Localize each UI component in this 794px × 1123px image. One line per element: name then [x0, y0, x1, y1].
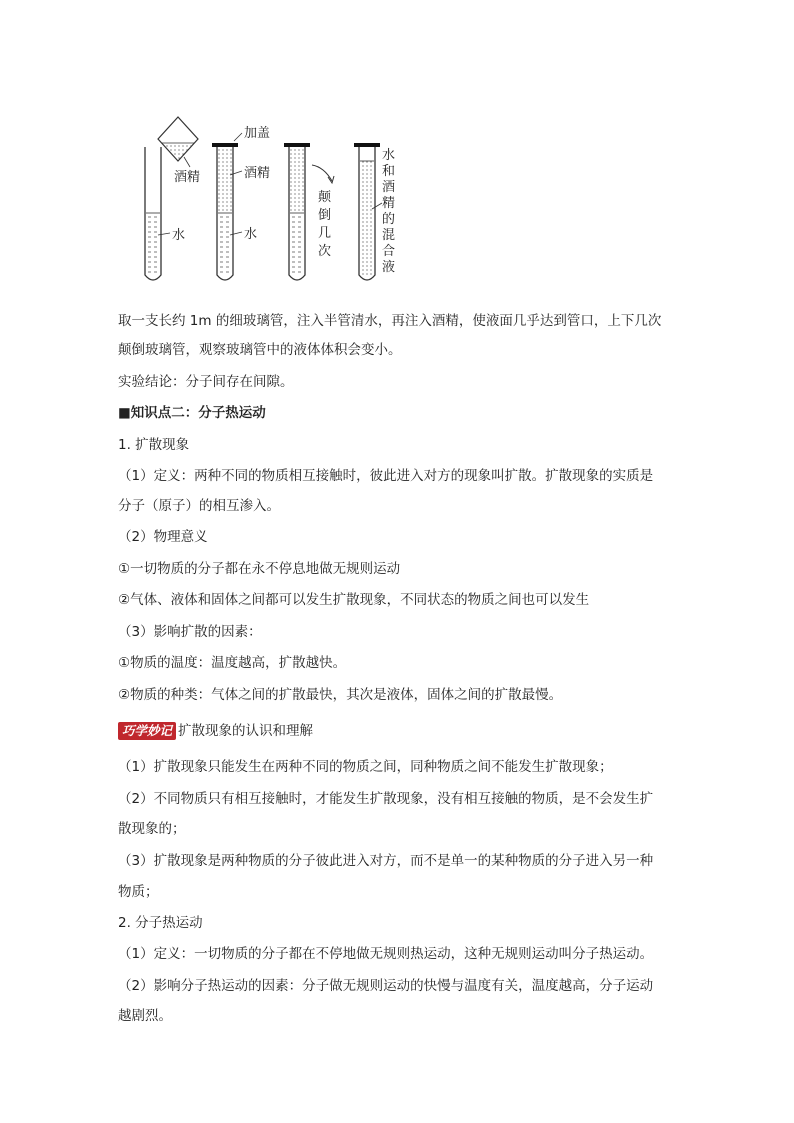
tube-3 — [284, 143, 334, 280]
label-mixture-4: 精 — [382, 196, 396, 211]
label-alcohol-1: 酒精 — [174, 170, 201, 185]
label-mixture-7: 合 — [382, 244, 396, 259]
paragraph-line: 取一支长约 1m 的细玻璃管，注入半管清水，再注入酒精，使液面几乎达到管口，上下几次 — [118, 313, 662, 329]
label-alcohol-2: 酒精 — [244, 166, 271, 181]
tube-4 — [354, 143, 395, 280]
conclusion: 实验结论：分子间存在间隙。 — [118, 374, 294, 390]
experiment-figure — [118, 105, 408, 295]
label-mixture-2: 和 — [382, 164, 396, 179]
paragraph-line: 颠倒玻璃管，观察玻璃管中的液体体积会变小。 — [118, 342, 402, 358]
label-invert-3: 几 — [318, 226, 332, 241]
list-item: ②气体、液体和固体之间都可以发生扩散现象，不同状态的物质之间也可以发生 — [118, 592, 590, 608]
tube-1 — [145, 117, 200, 280]
section-title: ■知识点二：分子热运动 — [118, 405, 266, 421]
list-item: ①一切物质的分子都在永不停息地做无规则运动 — [118, 561, 401, 577]
paragraph-line: 散现象的； — [118, 821, 186, 837]
tip-heading — [118, 721, 313, 741]
label-lid: 加盖 — [244, 126, 271, 141]
paragraph-line: （2）影响分子热运动的因素：分子做无规则运动的快慢与温度有关，温度越高，分子运动 — [118, 978, 654, 994]
tip-title: 扩散现象的认识和理解 — [178, 723, 314, 739]
paragraph-line: （1）定义：两种不同的物质相互接触时，彼此进入对方的现象叫扩散。扩散现象的实质是 — [118, 468, 654, 484]
paragraph-line: 物质； — [118, 884, 159, 900]
paragraph-line: 分子（原子）的相互渗入。 — [118, 498, 280, 514]
list-item: ②物质的种类：气体之间的扩散最快，其次是液体，固体之间的扩散最慢。 — [118, 687, 563, 703]
paragraph-line: （1）定义：一切物质的分子都在不停地做无规则热运动，这种无规则运动叫分子热运动。 — [118, 946, 654, 962]
label-invert-2: 倒 — [318, 208, 332, 223]
paragraph-line: （3）扩散现象是两种物质的分子彼此进入对方，而不是单一的某种物质的分子进入另一种 — [118, 853, 654, 869]
test-tubes-diagram — [118, 105, 408, 295]
label-water-2: 水 — [244, 227, 258, 242]
label-mixture-8: 液 — [382, 260, 396, 275]
list-item: ①物质的温度：温度越高，扩散越快。 — [118, 655, 347, 671]
label-invert-1: 颠 — [318, 190, 332, 205]
subheading-factors: （3）影响扩散的因素： — [118, 624, 262, 640]
tip-badge: 巧学妙记 — [118, 722, 176, 740]
label-water-1: 水 — [172, 228, 186, 243]
label-mixture-5: 的 — [382, 212, 396, 227]
tube-2 — [212, 125, 270, 280]
label-invert-4: 次 — [318, 244, 332, 259]
heading-thermal-motion: 2. 分子热运动 — [118, 915, 203, 931]
subheading-meaning: （2）物理意义 — [118, 529, 208, 545]
paragraph-line: （2）不同物质只有相互接触时，才能发生扩散现象，没有相互接触的物质，是不会发生扩 — [118, 791, 654, 807]
list-item: （1）扩散现象只能发生在两种不同的物质之间，同种物质之间不能发生扩散现象； — [118, 759, 613, 775]
label-mixture-1: 水 — [382, 148, 396, 163]
heading-diffusion: 1. 扩散现象 — [118, 437, 190, 453]
label-mixture-3: 酒 — [382, 180, 396, 195]
paragraph-line: 越剧烈。 — [118, 1008, 172, 1024]
label-mixture-6: 混 — [382, 228, 396, 243]
